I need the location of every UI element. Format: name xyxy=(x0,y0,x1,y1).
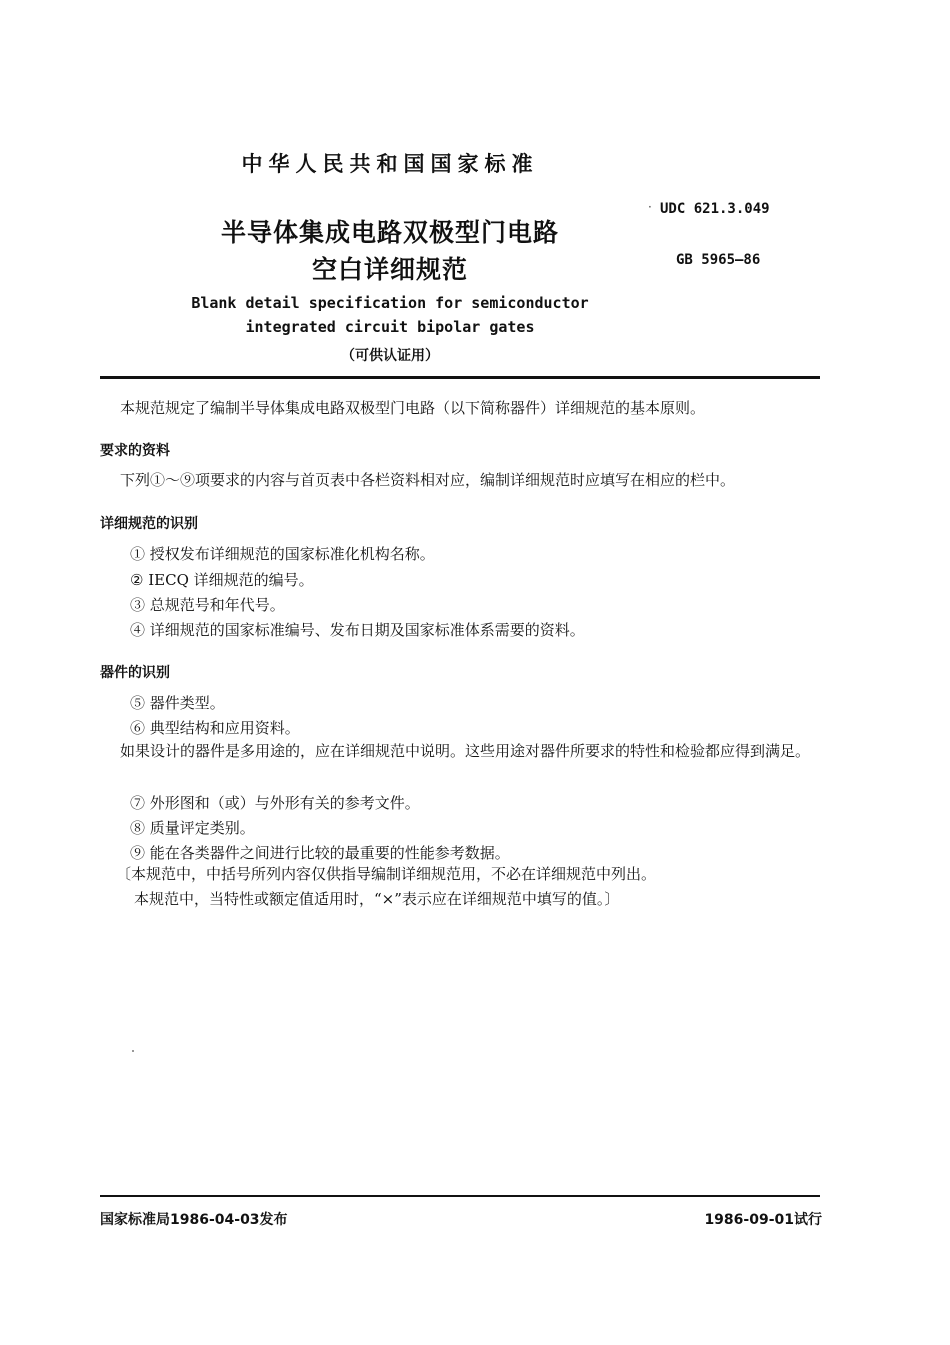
english-title-line-1: Blank detail specification for semiconductor xyxy=(191,294,589,312)
scan-mark: · xyxy=(648,200,652,214)
multi-use-note: 如果设计的器件是多用途的，应在详细规范中说明。这些用途对器件所要求的特性和检验都应得到满足。 xyxy=(120,742,811,760)
list-item: ⑧ 质量评定类别。 xyxy=(130,819,255,837)
list-item: ① 授权发布详细规范的国家标准化机构名称。 xyxy=(130,545,435,563)
bracket-note-1: 〔本规范中，中括号所列内容仅供指导编制详细规范用，不必在详细规范中列出。 xyxy=(116,865,657,883)
header-divider xyxy=(100,376,820,379)
section-heading-required-info: 要求的资料 xyxy=(100,443,170,459)
effective-date: 1986-09-01试行 xyxy=(704,1212,822,1228)
footer-divider xyxy=(100,1195,820,1197)
list-item: ⑥ 典型结构和应用资料。 xyxy=(130,719,300,737)
udc-code: UDC 621.3.049 xyxy=(660,201,770,217)
english-title-line-2: integrated circuit bipolar gates xyxy=(245,318,535,336)
list-item: ⑤ 器件类型。 xyxy=(130,694,225,712)
usage-note: （可供认证用） xyxy=(341,348,439,364)
document-title-line-1: 半导体集成电路双极型门电路 xyxy=(220,218,559,247)
list-item: ④ 详细规范的国家标准编号、发布日期及国家标准体系需要的资料。 xyxy=(130,621,585,639)
scan-speck xyxy=(132,1050,134,1052)
list-item: ③ 总规范号和年代号。 xyxy=(130,596,285,614)
intro-paragraph: 本规范规定了编制半导体集成电路双极型门电路（以下简称器件）详细规范的基本原则。 xyxy=(120,399,706,417)
list-item: ⑦ 外形图和（或）与外形有关的参考文件。 xyxy=(130,794,420,812)
required-info-paragraph: 下列①～⑨项要求的内容与首页表中各栏资料相对应，编制详细规范时应填写在相应的栏中。 xyxy=(120,471,736,489)
issue-date: 国家标准局1986-04-03发布 xyxy=(100,1212,288,1228)
document-title-line-2: 空白详细规范 xyxy=(311,255,468,284)
standard-name: 中华人民共和国国家标准 xyxy=(241,152,539,176)
gb-number: GB 5965—86 xyxy=(676,252,761,268)
list-item: ② IECQ 详细规范的编号。 xyxy=(130,571,314,589)
bracket-note-2: 本规范中，当特性或额定值适用时，“×”表示应在详细规范中填写的值。〕 xyxy=(134,890,620,908)
section-heading-device-identification: 器件的识别 xyxy=(100,665,170,681)
list-item: ⑨ 能在各类器件之间进行比较的最重要的性能参考数据。 xyxy=(130,844,510,862)
section-heading-spec-identification: 详细规范的识别 xyxy=(100,516,198,532)
